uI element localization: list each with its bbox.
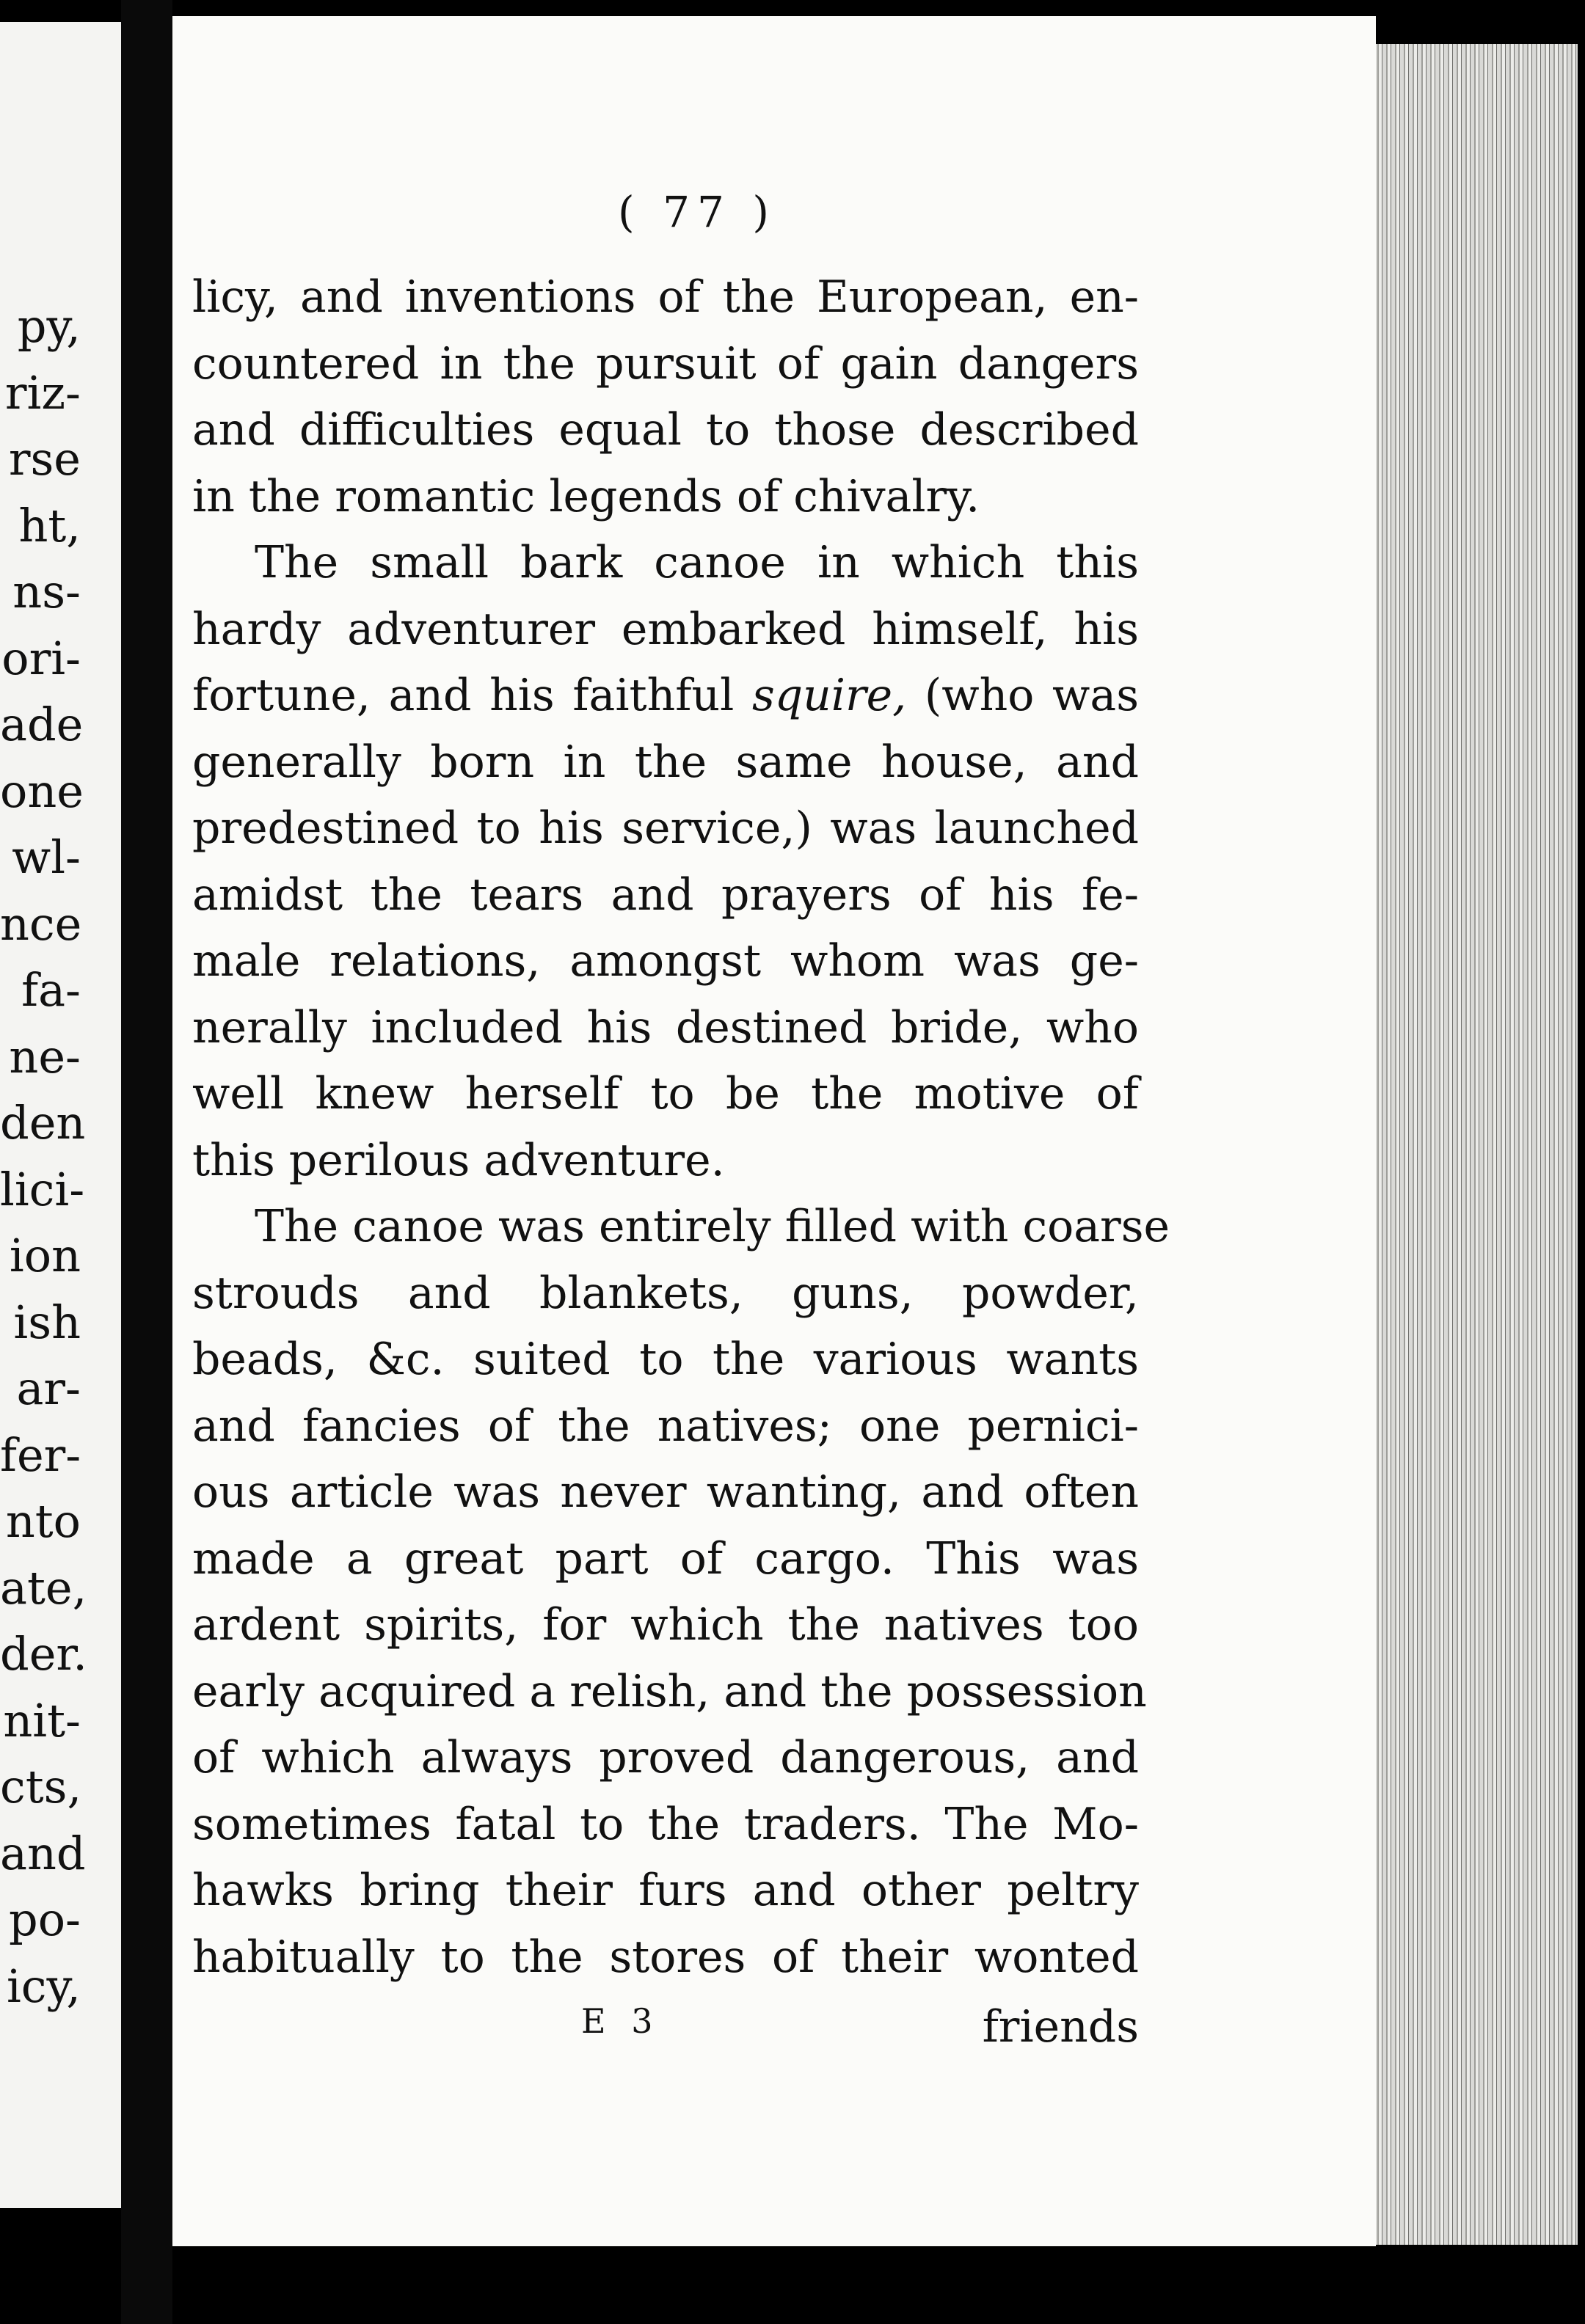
text-line: this perilous adventure.: [192, 1134, 725, 1186]
text-line: male relations, amongst whom was ge-: [192, 935, 1139, 987]
text-line: generally born in the same house, and: [192, 736, 1139, 788]
text-line: in the romantic legends of chivalry.: [192, 470, 980, 522]
text-line: strouds and blankets, guns, powder,: [192, 1267, 1139, 1319]
text-line: licy, and inventions of the European, en-: [192, 271, 1139, 323]
fragment: riz-: [4, 365, 81, 420]
fragment: der.: [0, 1627, 87, 1681]
fragment: and: [0, 1826, 86, 1880]
fragment: icy,: [6, 1959, 81, 2013]
fragment: ade: [0, 698, 84, 751]
text-line: nerally included his destined bride, who: [192, 1001, 1139, 1053]
text-line: ous article was never wanting, and often: [192, 1466, 1139, 1518]
text-line: early acquired a relish, and the possession: [192, 1665, 1147, 1717]
text-line: sometimes fatal to the traders. The Mo-: [192, 1798, 1139, 1850]
fragment: ht,: [18, 498, 81, 552]
text-line: habitually to the stores of their wonted: [192, 1931, 1139, 1983]
catchword: friends: [982, 2001, 1139, 2053]
text-line: The small bark canoe in which this: [255, 537, 1139, 588]
fragment: ish: [13, 1295, 81, 1349]
text-line-with-italic: [192, 662, 1139, 729]
fragment: cts,: [0, 1760, 82, 1813]
fragment: one: [0, 764, 84, 818]
fragment: lici-: [0, 1162, 85, 1216]
left-page-text-fragments: [0, 293, 87, 2020]
text-line: predestined to his service,) was launched: [192, 803, 1139, 854]
fragment: ori-: [1, 631, 81, 685]
fragment: fer-: [0, 1428, 81, 1482]
text-segment: (who was: [924, 670, 1139, 721]
text-line: hardy adventurer embarked himself, his: [192, 603, 1139, 655]
text-line: of which always proved dangerous, and: [192, 1732, 1139, 1783]
fragment: nto: [5, 1494, 81, 1548]
body-text: [192, 264, 1170, 1990]
text-line: hawks bring their furs and other peltry: [192, 1865, 1139, 1916]
fragment: nce: [0, 896, 82, 951]
fragment: po-: [9, 1893, 81, 1946]
italic-word: squire,: [751, 670, 907, 721]
fragment: nit-: [3, 1693, 81, 1747]
book-spine-gutter: [121, 0, 172, 2324]
fragment: py,: [17, 299, 81, 353]
text-line: amidst the tears and prayers of his fe-: [192, 869, 1139, 921]
text-line: The canoe was entirely filled with coarse: [255, 1201, 1170, 1252]
text-line: well knew herself to be the motive of: [192, 1068, 1139, 1119]
text-line: made a great part of cargo. This was: [192, 1532, 1139, 1585]
text-line: beads, &c. suited to the various wants: [192, 1334, 1139, 1385]
text-line: ardent spirits, for which the natives too: [192, 1599, 1139, 1651]
fragment: ate,: [0, 1560, 87, 1615]
fragment: rse: [8, 432, 81, 486]
fragment: ar-: [16, 1362, 81, 1415]
fragment: ns-: [12, 565, 81, 618]
fragment: den: [0, 1096, 86, 1150]
signature-mark: E 3: [581, 2001, 660, 2041]
text-segment: fortune, and his faithful: [192, 670, 735, 721]
fragment: wl-: [12, 830, 81, 884]
page-edges: [1365, 44, 1578, 2245]
text-line: and difficulties equal to those described: [192, 404, 1139, 456]
fragment: ion: [9, 1229, 81, 1282]
page-number: ( 77 ): [618, 187, 776, 237]
text-line: countered in the pursuit of gain dangers: [192, 337, 1139, 390]
fragment: fa-: [21, 963, 81, 1017]
left-page: [0, 22, 124, 2208]
text-line: and fancies of the natives; one pernici-: [192, 1400, 1139, 1452]
fragment: ne-: [9, 1029, 81, 1084]
